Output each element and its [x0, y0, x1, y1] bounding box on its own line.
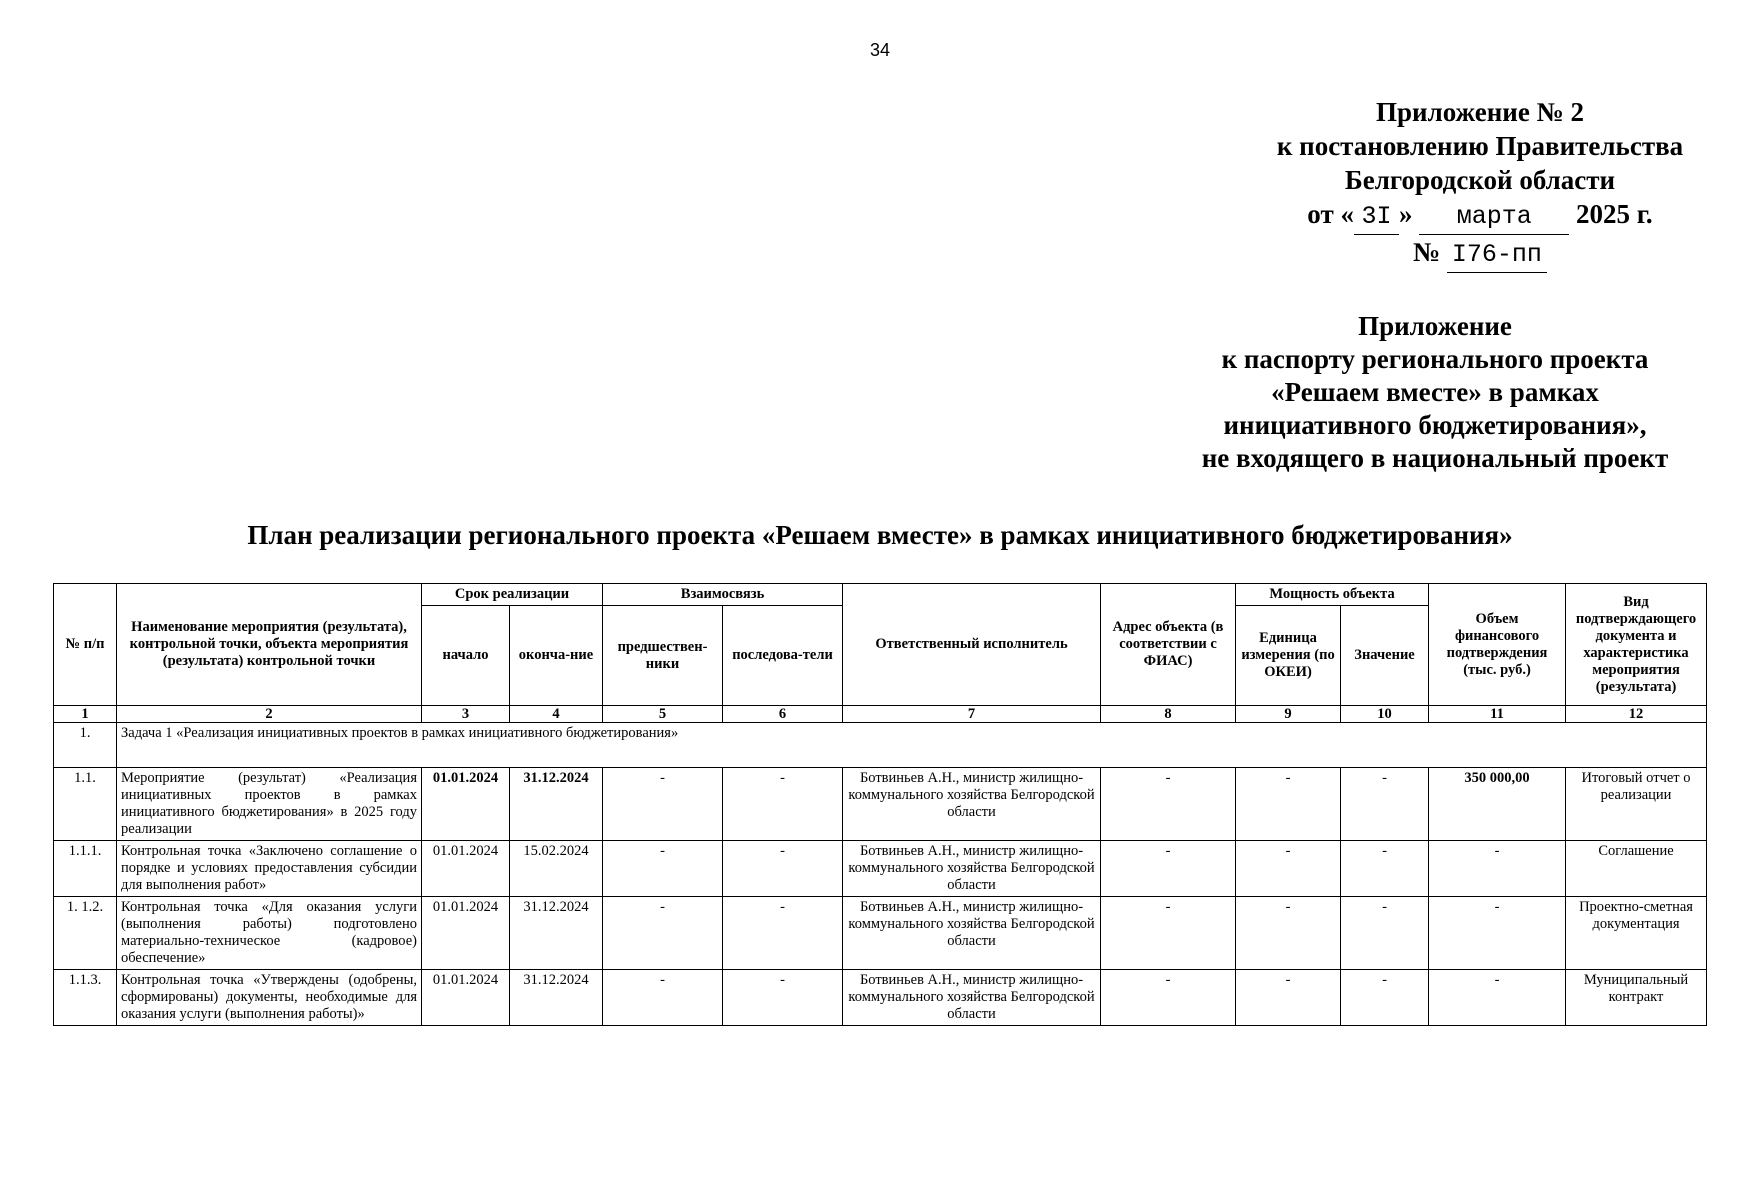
appendix-number: [1240, 235, 1720, 273]
row-responsible: Ботвиньев А.Н., министр жилищно-коммунального хозяйства Белгородской области: [843, 970, 1101, 1026]
row-end: 31.12.2024: [510, 970, 603, 1026]
date-year: 2025 г.: [1575, 199, 1653, 229]
header-responsible: Ответственный исполнитель: [843, 584, 1101, 706]
row-volume: 350 000,00: [1429, 768, 1566, 841]
row-num: 1.1.3.: [54, 970, 117, 1026]
row-num: 1. 1.2.: [54, 897, 117, 970]
header-name: Наименование мероприятия (результата), контрольной точки, объекта мероприятия (результата) контрольной точки: [117, 584, 422, 706]
row-unit: -: [1236, 897, 1341, 970]
date-mid: »: [1398, 199, 1413, 229]
appendix-line-3: Белгородской области: [1344, 165, 1616, 195]
header-capacity: Мощность объекта: [1236, 584, 1429, 606]
row-value: -: [1341, 897, 1429, 970]
passport-line-2: к паспорту регионального проекта: [1221, 344, 1649, 374]
table-row: [54, 841, 1707, 897]
table-row: [54, 970, 1707, 1026]
header-predecessors: предшествен-ники: [603, 606, 723, 706]
col-number: 7: [843, 706, 1101, 723]
row-address: -: [1101, 768, 1236, 841]
appendix-header: [1240, 95, 1720, 273]
row-end: 31.12.2024: [510, 897, 603, 970]
row-successors: -: [723, 768, 843, 841]
row-document: Итоговый отчет о реализации: [1566, 768, 1707, 841]
row-document: Муниципальный контракт: [1566, 970, 1707, 1026]
header-successors: последова-тели: [723, 606, 843, 706]
row-predecessors: -: [603, 841, 723, 897]
table-row: [54, 768, 1707, 841]
col-number: 5: [603, 706, 723, 723]
col-number: 4: [510, 706, 603, 723]
col-number: 11: [1429, 706, 1566, 723]
passport-line-5: не входящего в национальный проект: [1201, 443, 1669, 473]
row-value: -: [1341, 970, 1429, 1026]
task-row: [54, 723, 1707, 768]
row-successors: -: [723, 970, 843, 1026]
row-start: 01.01.2024: [422, 768, 510, 841]
col-number: 8: [1101, 706, 1236, 723]
row-start: 01.01.2024: [422, 970, 510, 1026]
row-num: 1.1.1.: [54, 841, 117, 897]
col-number: 1: [54, 706, 117, 723]
header-volume: Объем финансового подтверждения (тыс. руб.): [1429, 584, 1566, 706]
row-num: 1.1.: [54, 768, 117, 841]
row-unit: -: [1236, 768, 1341, 841]
appendix-line-2: к постановлению Правительства: [1276, 131, 1684, 161]
header-address: Адрес объекта (в соответствии с ФИАС): [1101, 584, 1236, 706]
row-predecessors: -: [603, 970, 723, 1026]
row-responsible: Ботвиньев А.Н., министр жилищно-коммунального хозяйства Белгородской области: [843, 841, 1101, 897]
header-end: оконча-ние: [510, 606, 603, 706]
row-address: -: [1101, 897, 1236, 970]
row-start: 01.01.2024: [422, 897, 510, 970]
date-month: марта: [1419, 200, 1569, 235]
task-text: Задача 1 «Реализация инициативных проектов в рамках инициативного бюджетирования»: [117, 723, 1707, 768]
number-value: I76-пп: [1447, 238, 1547, 273]
page-number: 34: [869, 40, 891, 60]
col-number: 9: [1236, 706, 1341, 723]
date-day: 3I: [1354, 200, 1399, 235]
row-address: -: [1101, 841, 1236, 897]
row-successors: -: [723, 841, 843, 897]
passport-line-1: Приложение: [1358, 311, 1512, 341]
row-volume: -: [1429, 841, 1566, 897]
row-document: Соглашение: [1566, 841, 1707, 897]
table-row: [54, 897, 1707, 970]
header-value: Значение: [1341, 606, 1429, 706]
row-name: Контрольная точка «Для оказания услуги (выполнения работы) подготовлено материально-техническое (кадровое) обеспечение»: [117, 897, 422, 970]
plan-table: [53, 583, 1707, 1026]
header-unit: Единица измерения (по ОКЕИ): [1236, 606, 1341, 706]
task-num: 1.: [54, 723, 117, 768]
appendix-title: Приложение № 2: [1376, 97, 1584, 127]
col-number: 2: [117, 706, 422, 723]
col-number: 10: [1341, 706, 1429, 723]
plan-title: План реализации регионального проекта «Решаем вместе» в рамках инициативного бюджетирования»: [247, 520, 1513, 550]
row-successors: -: [723, 897, 843, 970]
row-unit: -: [1236, 841, 1341, 897]
row-end: 15.02.2024: [510, 841, 603, 897]
passport-line-3: «Решаем вместе» в рамках: [1271, 377, 1599, 407]
header-link: Взаимосвязь: [603, 584, 843, 606]
col-number: 3: [422, 706, 510, 723]
row-predecessors: -: [603, 897, 723, 970]
row-end: 31.12.2024: [510, 768, 603, 841]
row-predecessors: -: [603, 768, 723, 841]
row-address: -: [1101, 970, 1236, 1026]
column-number-row: [54, 706, 1707, 723]
passport-line-4: инициативного бюджетирования»,: [1223, 410, 1647, 440]
date-prefix: от «: [1307, 199, 1354, 229]
row-document: Проектно-сметная документация: [1566, 897, 1707, 970]
row-responsible: Ботвиньев А.Н., министр жилищно-коммунального хозяйства Белгородской области: [843, 897, 1101, 970]
row-name: Контрольная точка «Утверждены (одобрены, сформированы) документы, необходимые для оказания услуги (выполнения работы)»: [117, 970, 422, 1026]
row-name: Контрольная точка «Заключено соглашение о порядке и условиях предоставления субсидии для выполнения работ»: [117, 841, 422, 897]
row-volume: -: [1429, 897, 1566, 970]
row-start: 01.01.2024: [422, 841, 510, 897]
header-term: Срок реализации: [422, 584, 603, 606]
col-number: 12: [1566, 706, 1707, 723]
row-unit: -: [1236, 970, 1341, 1026]
row-volume: -: [1429, 970, 1566, 1026]
header-num: № п/п: [54, 584, 117, 706]
row-responsible: Ботвиньев А.Н., министр жилищно-коммунального хозяйства Белгородской области: [843, 768, 1101, 841]
passport-header: [1170, 310, 1700, 475]
header-row-1: [54, 584, 1707, 606]
number-prefix: №: [1413, 237, 1441, 267]
col-number: 6: [723, 706, 843, 723]
appendix-date: [1240, 197, 1720, 235]
row-value: -: [1341, 768, 1429, 841]
row-name: Мероприятие (результат) «Реализация инициативных проектов в рамках инициативного бюджетирования» в 2025 году реализации: [117, 768, 422, 841]
row-value: -: [1341, 841, 1429, 897]
header-start: начало: [422, 606, 510, 706]
header-document: Вид подтверждающего документа и характеристика мероприятия (результата): [1566, 584, 1707, 706]
